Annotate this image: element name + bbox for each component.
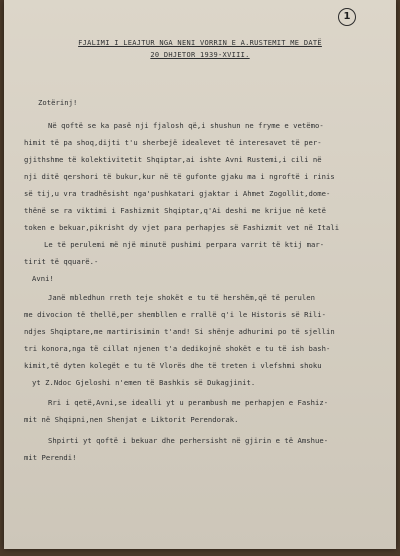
text-line: himit të pa shoq,dijti t'u sherbejë idealevet të interesavet të per- [24, 138, 322, 147]
text-line: mit Perendi! [24, 453, 77, 462]
text-line: nji ditë qershori të bukur,kur në të gufonte gjaku ma i ngroftë i rinis [24, 172, 335, 181]
text-line: Në qoftë se ka pasë nji fjalosh që,i shushun ne fryme e vetëmo- [48, 121, 324, 130]
document-date [4, 50, 396, 59]
text-line: Avni! [32, 274, 54, 283]
title-line-2: 20 DHJETOR 1939-XVIII. [150, 51, 250, 59]
document-title [4, 38, 396, 47]
text-line: tri konora,nga të cillat njenen t'a dedikojnë shokët e tu të ish bash- [24, 344, 331, 353]
text-line: Shpirti yt qoftë i bekuar dhe perhersisht në gjirin e të Amshue- [48, 436, 329, 445]
text-line: së tij,u vra tradhësisht nga'pushkatari gjaktar i Ahmet Zogollit,dome- [24, 189, 331, 198]
text-line: Zotërinj! [38, 98, 78, 107]
text-line: me divocion të thellë,per shembllen e rrallë q'i le Historis së Rili- [24, 310, 327, 319]
text-line: mit në Shqipni,nen Shenjat e Liktorit Perendorak. [24, 415, 239, 424]
document-page [4, 0, 396, 549]
title-line-1: FJALIMI I LEAJTUR NGA NENI VORRIN E A.RUSTEMIT ME DATË [78, 39, 322, 47]
text-line: gjithshme të kolektivitetit Shqiptar,ai ishte Avni Rustemi,i cili në [24, 155, 322, 164]
text-line: Rri i qetë,Avni,se idealli yt u perambush me perhapjen e Fashiz- [48, 398, 329, 407]
text-line: kimit,të dyten kolegët e tu të Vlorës dhe të treten i vlefshmi shoku [24, 361, 322, 370]
text-line: yt Z.Ndoc Gjeloshi n'emen të Bashkis së Dukagjinit. [32, 378, 256, 387]
page-number: 1 [338, 8, 356, 26]
text-line: ndjes Shqiptare,me martirisimin t'and! Si shënje adhurimi po të sjellin [24, 327, 335, 336]
text-line: Janë mbledhun rreth teje shokët e tu të hershëm,që të perulen [48, 293, 316, 302]
text-line: thënë se ra viktimi i Fashizmit Shqiptar,q'Ai deshi me krijue në ketë [24, 206, 327, 215]
text-line: Le të perulemi më një minutë pushimi perpara varrit të ktij mar- [44, 240, 325, 249]
text-line: tirit të qquarë.- [24, 257, 99, 266]
text-line: token e bekuar,pikrisht dy vjet para perhapjes së Fashizmit vet në Itali [24, 223, 340, 232]
